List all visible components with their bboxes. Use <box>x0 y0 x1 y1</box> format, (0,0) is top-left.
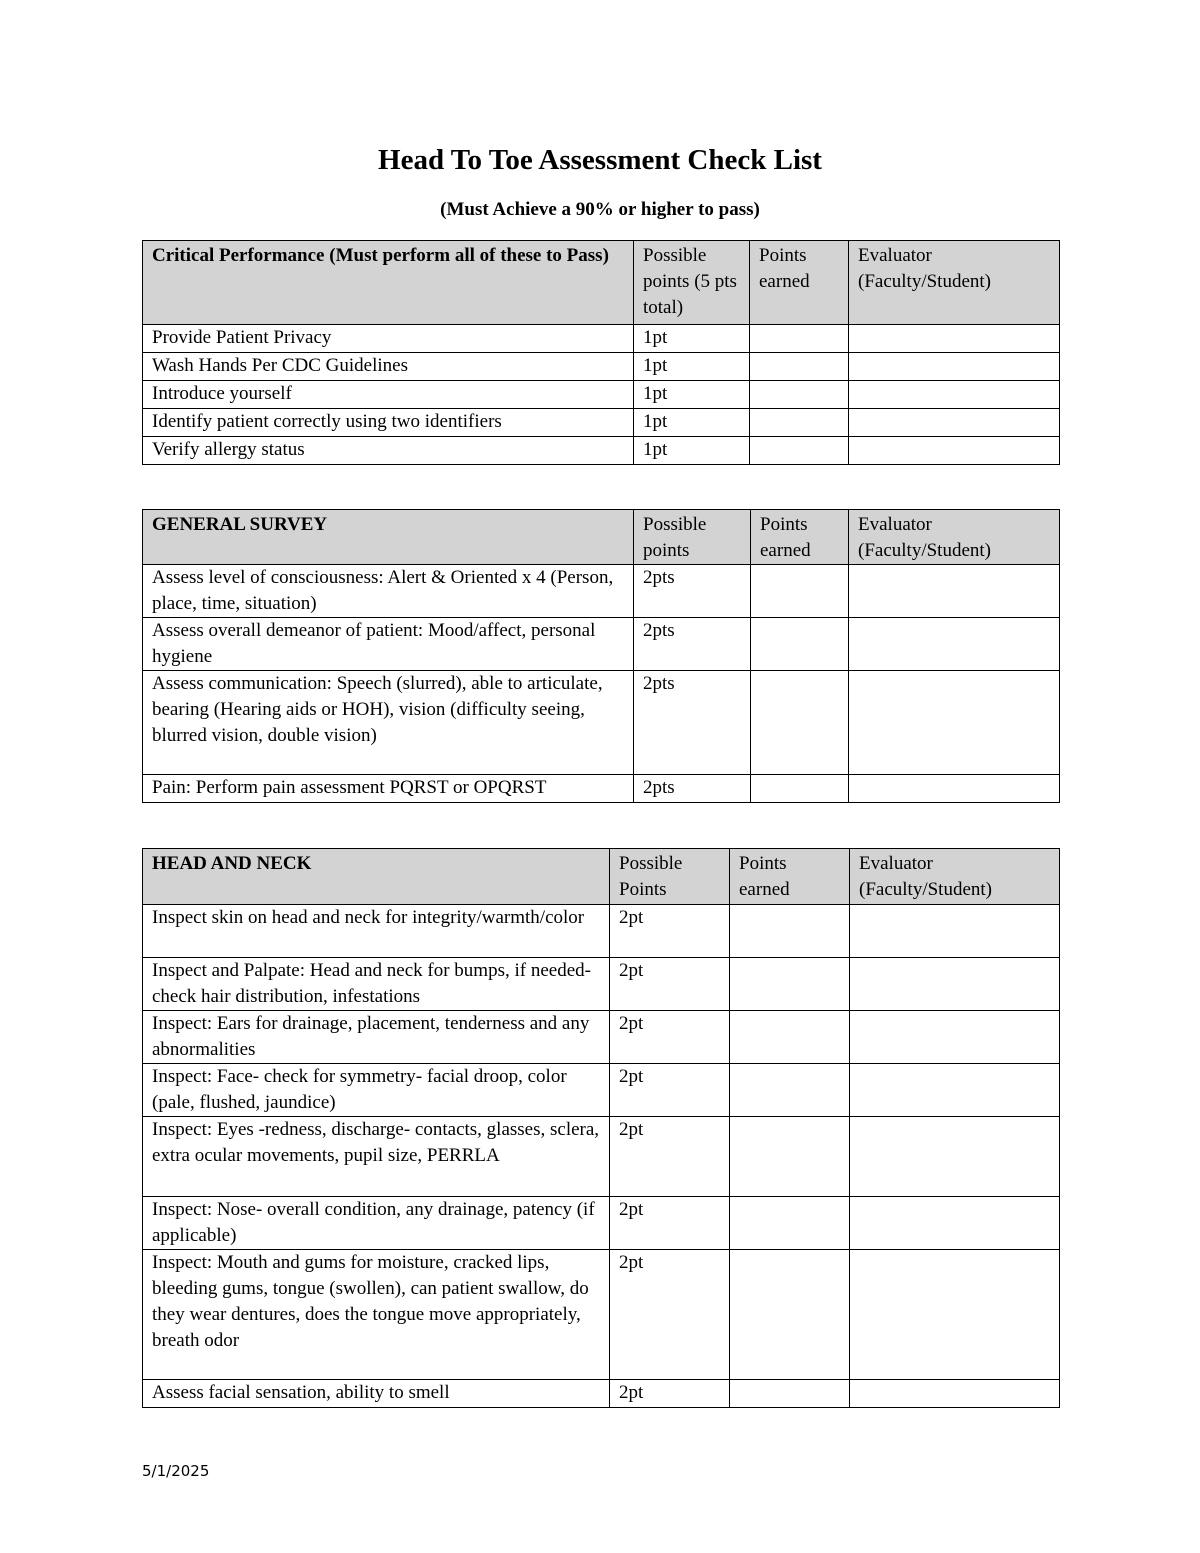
possible-points-cell: 2pt <box>610 1380 730 1408</box>
evaluator-cell[interactable] <box>849 671 1060 775</box>
evaluator-cell[interactable] <box>849 325 1060 353</box>
column-header-task: HEAD AND NECK <box>143 849 610 905</box>
table-row <box>143 381 1060 409</box>
column-header-points-earned: Points earned <box>730 849 850 905</box>
page-subtitle: (Must Achieve a 90% or higher to pass) <box>440 199 760 220</box>
table-row <box>143 905 1060 958</box>
task-cell: Assess overall demeanor of patient: Mood/affect, personal hygiene <box>143 618 634 671</box>
possible-points-cell: 1pt <box>634 353 750 381</box>
possible-points-cell: 2pts <box>634 671 751 775</box>
table-row <box>143 618 1060 671</box>
task-cell: Inspect: Ears for drainage, placement, tenderness and any abnormalities <box>143 1011 610 1064</box>
points-earned-cell[interactable] <box>730 1197 850 1250</box>
task-cell: Provide Patient Privacy <box>143 325 634 353</box>
table-row <box>143 353 1060 381</box>
evaluator-cell[interactable] <box>850 1250 1060 1380</box>
points-earned-cell[interactable] <box>750 325 849 353</box>
evaluator-cell[interactable] <box>849 409 1060 437</box>
task-cell: Inspect and Palpate: Head and neck for bumps, if needed- check hair distribution, infestations <box>143 958 610 1011</box>
possible-points-cell: 2pt <box>610 905 730 958</box>
possible-points-cell: 2pts <box>634 618 751 671</box>
evaluator-cell[interactable] <box>849 353 1060 381</box>
table-row <box>143 1380 1060 1408</box>
task-cell: Inspect: Nose- overall condition, any drainage, patency (if applicable) <box>143 1197 610 1250</box>
head-and-neck-table <box>142 848 1060 1408</box>
table-row <box>143 775 1060 803</box>
task-cell: Pain: Perform pain assessment PQRST or OPQRST <box>143 775 634 803</box>
possible-points-cell: 2pt <box>610 1117 730 1197</box>
possible-points-cell: 2pt <box>610 1011 730 1064</box>
points-earned-cell[interactable] <box>730 1117 850 1197</box>
evaluator-cell[interactable] <box>849 437 1060 465</box>
table-row <box>143 958 1060 1011</box>
possible-points-cell: 2pts <box>634 565 751 618</box>
task-cell: Inspect: Face- check for symmetry- facial droop, color (pale, flushed, jaundice) <box>143 1064 610 1117</box>
task-cell: Assess level of consciousness: Alert & Oriented x 4 (Person, place, time, situation) <box>143 565 634 618</box>
column-header-points-earned: Points earned <box>751 510 849 565</box>
table-header-row <box>143 510 1060 565</box>
evaluator-cell[interactable] <box>849 381 1060 409</box>
general-survey-table <box>142 509 1060 803</box>
table-row <box>143 325 1060 353</box>
task-cell: Assess communication: Speech (slurred), able to articulate, bearing (Hearing aids or HOH), vision (difficulty seeing, blurred vision, double vision) <box>143 671 634 775</box>
column-header-evaluator: Evaluator (Faculty/Student) <box>849 241 1060 325</box>
possible-points-cell: 2pt <box>610 958 730 1011</box>
points-earned-cell[interactable] <box>730 1250 850 1380</box>
task-cell: Inspect skin on head and neck for integrity/warmth/color <box>143 905 610 958</box>
task-cell: Inspect: Mouth and gums for moisture, cracked lips, bleeding gums, tongue (swollen), can patient swallow, do they wear dentures, does the tongue move appropriately, breath odor <box>143 1250 610 1380</box>
evaluator-cell[interactable] <box>850 1011 1060 1064</box>
points-earned-cell[interactable] <box>730 1064 850 1117</box>
evaluator-cell[interactable] <box>849 618 1060 671</box>
points-earned-cell[interactable] <box>730 1011 850 1064</box>
evaluator-cell[interactable] <box>850 1380 1060 1408</box>
possible-points-cell: 2pt <box>610 1197 730 1250</box>
points-earned-cell[interactable] <box>750 353 849 381</box>
column-header-possible-points: Possible Points <box>610 849 730 905</box>
task-cell: Assess facial sensation, ability to smell <box>143 1380 610 1408</box>
points-earned-cell[interactable] <box>751 618 849 671</box>
table-row <box>143 437 1060 465</box>
table-header-row <box>143 241 1060 325</box>
points-earned-cell[interactable] <box>750 409 849 437</box>
column-header-possible-points: Possible points <box>634 510 751 565</box>
table-row <box>143 1011 1060 1064</box>
column-header-possible-points: Possible points (5 pts total) <box>634 241 750 325</box>
evaluator-cell[interactable] <box>850 1117 1060 1197</box>
table-row <box>143 1250 1060 1380</box>
table-header-row <box>143 849 1060 905</box>
possible-points-cell: 1pt <box>634 409 750 437</box>
evaluator-cell[interactable] <box>850 1197 1060 1250</box>
points-earned-cell[interactable] <box>750 381 849 409</box>
table-row <box>143 1064 1060 1117</box>
points-earned-cell[interactable] <box>751 671 849 775</box>
page-title: Head To Toe Assessment Check List <box>378 144 822 176</box>
column-header-task: Critical Performance (Must perform all of these to Pass) <box>143 241 634 325</box>
task-cell: Verify allergy status <box>143 437 634 465</box>
evaluator-cell[interactable] <box>849 565 1060 618</box>
table-row <box>143 671 1060 775</box>
critical-performance-table <box>142 240 1060 465</box>
points-earned-cell[interactable] <box>751 565 849 618</box>
points-earned-cell[interactable] <box>730 905 850 958</box>
possible-points-cell: 1pt <box>634 381 750 409</box>
table-row <box>143 1117 1060 1197</box>
column-header-evaluator: Evaluator (Faculty/Student) <box>850 849 1060 905</box>
column-header-evaluator: Evaluator (Faculty/Student) <box>849 510 1060 565</box>
possible-points-cell: 2pt <box>610 1064 730 1117</box>
evaluator-cell[interactable] <box>849 775 1060 803</box>
possible-points-cell: 1pt <box>634 437 750 465</box>
points-earned-cell[interactable] <box>750 437 849 465</box>
possible-points-cell: 1pt <box>634 325 750 353</box>
task-cell: Inspect: Eyes -redness, discharge- contacts, glasses, sclera, extra ocular movements, pupil size, PERRLA <box>143 1117 610 1197</box>
table-row <box>143 1197 1060 1250</box>
column-header-task: GENERAL SURVEY <box>143 510 634 565</box>
footer-date: 5/1/2025 <box>142 1462 210 1480</box>
points-earned-cell[interactable] <box>751 775 849 803</box>
task-cell: Wash Hands Per CDC Guidelines <box>143 353 634 381</box>
table-row <box>143 409 1060 437</box>
column-header-points-earned: Points earned <box>750 241 849 325</box>
evaluator-cell[interactable] <box>850 958 1060 1011</box>
possible-points-cell: 2pt <box>610 1250 730 1380</box>
table-row <box>143 565 1060 618</box>
evaluator-cell[interactable] <box>850 905 1060 958</box>
task-cell: Introduce yourself <box>143 381 634 409</box>
task-cell: Identify patient correctly using two identifiers <box>143 409 634 437</box>
evaluator-cell[interactable] <box>850 1064 1060 1117</box>
points-earned-cell[interactable] <box>730 958 850 1011</box>
possible-points-cell: 2pts <box>634 775 751 803</box>
points-earned-cell[interactable] <box>730 1380 850 1408</box>
